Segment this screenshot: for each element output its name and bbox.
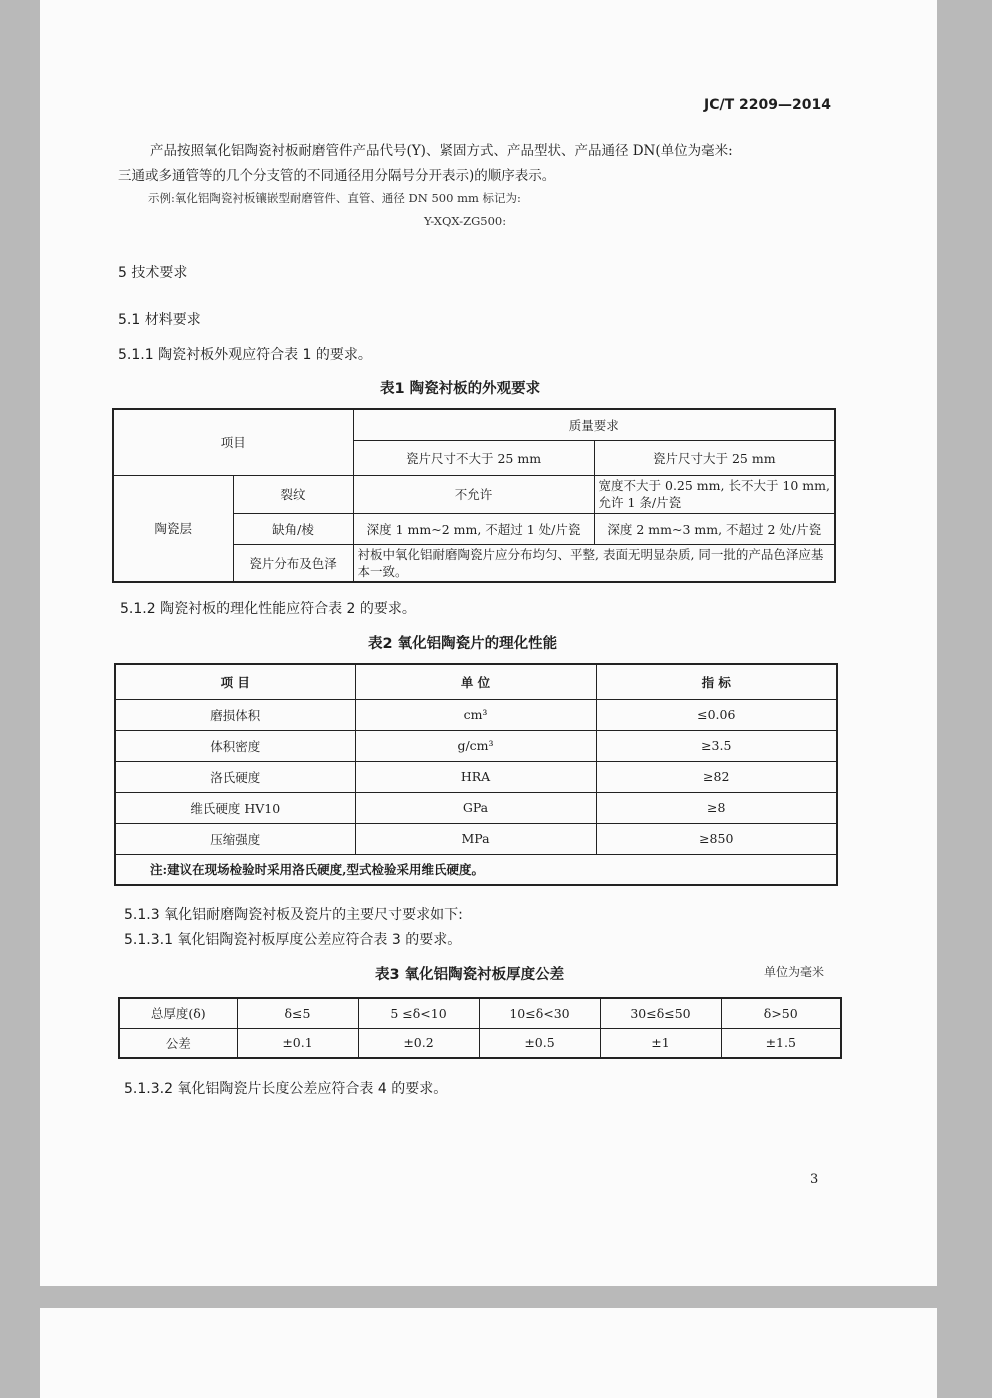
page-number: 3 [810,1172,819,1187]
t2-cell: ≥850 [596,823,837,854]
table1-caption: 表1 陶瓷衬板的外观要求 [380,381,541,397]
t2-cell: ≤0.06 [596,699,837,730]
t1-header-quality: 质量要求 [353,409,835,440]
t3-cell: 10≤δ<30 [479,998,600,1028]
t2-header: 指 标 [596,664,837,699]
t2-cell: GPa [355,792,596,823]
table2-caption: 表2 氧化铝陶瓷片的理化性能 [368,636,558,652]
t3-cell: ±0.5 [479,1028,600,1058]
t3-cell: ±0.2 [358,1028,479,1058]
table3-caption: 表3 氧化铝陶瓷衬板厚度公差 [375,967,565,983]
section-5-1-3-1: 5.1.3.1 氧化铝陶瓷衬板厚度公差应符合表 3 的要求。 [124,932,462,948]
standard-code: JC/T 2209—2014 [704,97,831,113]
next-page [40,1308,937,1398]
t2-cell: 压缩强度 [115,823,355,854]
t3-cell: ±1 [600,1028,721,1058]
section-5-1-2: 5.1.2 陶瓷衬板的理化性能应符合表 2 的要求。 [120,601,416,617]
table3-thickness [118,997,842,1059]
table2-properties [114,663,838,886]
t3-cell: ±0.1 [237,1028,358,1058]
table3-unit: 单位为毫米 [764,965,825,979]
t2-cell: MPa [355,823,596,854]
t3-cell: 总厚度(δ) [119,998,237,1028]
t1-row-name: 瓷片分布及色泽 [233,544,353,582]
t2-cell: ≥82 [596,761,837,792]
t2-cell: 体积密度 [115,730,355,761]
t1-group-label: 陶瓷层 [113,475,233,582]
t2-cell: HRA [355,761,596,792]
t1-header-small: 瓷片尺寸不大于 25 mm [353,440,594,475]
t1-cell: 深度 2 mm~3 mm, 不超过 2 处/片瓷 [594,513,835,544]
section-5-1-1: 5.1.1 陶瓷衬板外观应符合表 1 的要求。 [118,347,372,363]
t3-cell: 5 ≤δ<10 [358,998,479,1028]
t2-cell: 洛氏硬度 [115,761,355,792]
t2-cell: 维氏硬度 HV10 [115,792,355,823]
t3-cell: 公差 [119,1028,237,1058]
t1-header-item: 项目 [113,409,353,475]
t2-cell: ≥8 [596,792,837,823]
t2-cell: g/cm³ [355,730,596,761]
intro-line-2: 三通或多通管等的几个分支管的不同通径用分隔号分开表示)的顺序表示。 [118,168,556,184]
t3-cell: δ≤5 [237,998,358,1028]
t1-row-name: 裂纹 [233,475,353,513]
t2-note: 注:建议在现场检验时采用洛氏硬度,型式检验采用维氏硬度。 [115,854,837,885]
t3-cell: ±1.5 [721,1028,841,1058]
t1-merged-cell: 衬板中氧化铝耐磨陶瓷片应分布均匀、平整, 表面无明显杂质, 同一批的产品色泽应基本一致。 [353,544,835,582]
t2-header: 单 位 [355,664,596,699]
t3-cell: 30≤δ≤50 [600,998,721,1028]
example-text: 示例:氧化铝陶瓷衬板镶嵌型耐磨管件、直管、通径 DN 500 mm 标记为: [148,191,521,205]
t1-header-large: 瓷片尺寸大于 25 mm [594,440,835,475]
section-5-heading: 5 技术要求 [118,265,188,281]
t1-cell: 宽度不大于 0.25 mm, 长不大于 10 mm,允许 1 条/片瓷 [594,475,835,513]
t3-cell: δ>50 [721,998,841,1028]
t1-cell: 不允许 [353,475,594,513]
section-5-1-3-2: 5.1.3.2 氧化铝陶瓷片长度公差应符合表 4 的要求。 [124,1081,448,1097]
t2-header: 项 目 [115,664,355,699]
section-5-1-3: 5.1.3 氧化铝耐磨陶瓷衬板及瓷片的主要尺寸要求如下: [124,907,463,923]
t2-cell: 磨损体积 [115,699,355,730]
t1-cell: 深度 1 mm~2 mm, 不超过 1 处/片瓷 [353,513,594,544]
example-code: Y-XQX-ZG500: [424,214,507,228]
table1-appearance [112,408,836,583]
t2-cell: ≥3.5 [596,730,837,761]
t1-row-name: 缺角/棱 [233,513,353,544]
section-5-1-heading: 5.1 材料要求 [118,312,201,328]
t2-cell: cm³ [355,699,596,730]
intro-line-1: 产品按照氧化铝陶瓷衬板耐磨管件产品代号(Y)、紧固方式、产品型状、产品通径 DN(单位为毫米: [150,143,733,159]
